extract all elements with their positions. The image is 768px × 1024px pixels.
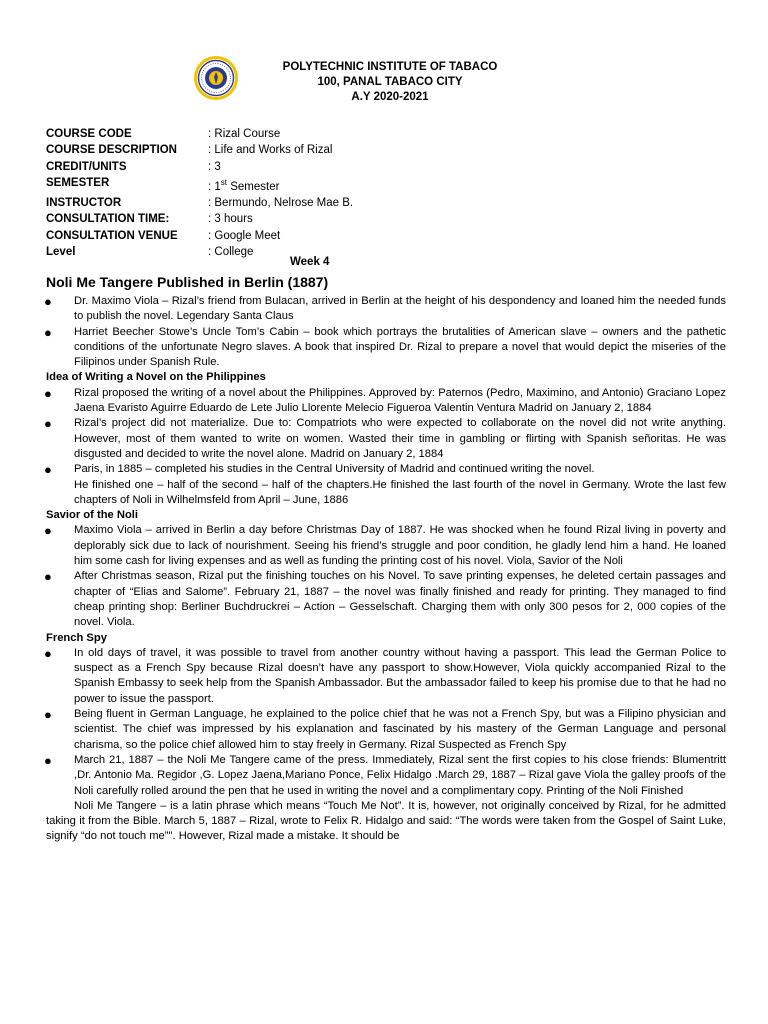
course-info-row [46,142,353,158]
list-item: ● Paris, in 1885 – completed his studies in the Central University of Madrid and continued writing the novel. [44,462,595,478]
list-item: ● Rizal proposed the writing of a novel about the Philippines. Approved by: Paternos (Pedro, Maximino, and Antonio) Graciano Lopez Jaena Evaristo Aguirre Eduardo de Lete Julio Llorente Melecio Figueroa Valentin Ventura Madrid on January 2, 1884 [44,385,726,415]
bullet-icon: ● [44,385,52,401]
list-item: ● Rizal’s project did not materialize. Due to: Compatriots who were expected to collaborate on the novel did not write anything. However, most of them wanted to write on women. Wasted their time in gambling or flirting with Spanish señoritas. He was disgusted and decided to write the novel alone. Madrid on January 2, 1884 [44,416,726,460]
bullet-icon: ● [44,324,52,340]
course-info-row [46,126,353,142]
course-info-value: : 3 hours [208,213,253,226]
course-info-table [46,126,353,260]
course-info-label: INSTRUCTOR [46,197,122,210]
lesson-body [46,294,726,845]
institution-name: POLYTECHNIC INSTITUTE OF TABACO [282,61,498,73]
lesson-title: Noli Me Tangere Published in Berlin (1887) [46,274,329,290]
list-item: ● Being fluent in German Language, he explained to the police chief that he was not a French Spy, but was a Filipino physician and scientist. The chief was impressed by his explanation and fascinated by his mastery of the German Language and personal charisma, so the police chief allowed him to stay freely in Germany. Rizal Suspected as French Spy [44,707,726,751]
course-info-label: CONSULTATION VENUE [46,229,178,242]
course-info-value: : 3 [208,160,221,173]
course-info-value: : Rizal Course [208,128,281,140]
course-info-label: CONSULTATION TIME: [46,213,170,226]
bullet-icon: ● [44,645,52,661]
bullet-icon: ● [44,462,52,478]
course-info-row [46,211,353,227]
list-item: ● In old days of travel, it was possible to travel from another country without having a passport. This lead the German Police to suspect as a French Spy because Rizal doesn’t have any passport to show.However, Viola quickly accompanied Rizal to the Spanish Embassy to seek help from the Spanish Ambassador. But the ambassador failed to keep his promise due to that he had no power to issue the passport. [44,645,726,705]
course-info-value: : 1st Semester [208,177,280,193]
section-heading: Savior of the Noli [46,509,138,522]
list-item: ● Harriet Beecher Stowe’s Uncle Tom’s Cabin – book which portrays the brutalities of American slave – owners and the pathetic conditions of the unfortunate Negro slaves. A book that inspired Dr. Rizal to prepare a novel that would depict the miseries of the Filipinos under Spanish Rule. [44,324,726,369]
bullet-icon: ● [44,416,52,432]
course-info-label: COURSE DESCRIPTION [46,144,177,157]
course-info-value: : College [208,245,254,258]
bullet-icon: ● [44,707,52,723]
academic-year: A.Y 2020-2021 [351,91,429,103]
document-header [260,60,520,105]
course-info-label: CREDIT/UNITS [46,160,127,173]
list-item: ● After Christmas season, Rizal put the finishing touches on his Novel. To save printing expenses, he deleted certain passages and chapter of “Elias and Salome”. February 21, 1887 – the novel was finally finished and ready for printing. They managed to find cheap printing shop: Berliner Buchdruckrei – Action – Gesselschaft. Charging them with only 300 pesos for 2, 000 copies of the novel. Viola. [44,569,726,629]
course-info-label: COURSE CODE [46,128,132,140]
course-info-row [46,175,353,195]
course-info-row [46,159,353,175]
course-info-row [46,228,353,244]
course-info-value: : Bermundo, Nelrose Mae B. [208,197,354,210]
bullet-icon: ● [44,294,52,309]
closing-paragraph: Noli Me Tangere – is a latin phrase which means “Touch Me Not”. It is, however, not originally conceived by Rizal, for he admitted taking it from the Bible. March 5, 1887 – Rizal, wrote to Felix R. Hidalgo and said: “The words were taken from the Gospel of Saint Luke, signify “do not touch me”". However, Rizal made a mistake. It should be [46,799,726,843]
course-info-value: : Google Meet [208,229,281,242]
continuation-paragraph: He finished one – half of the second – half of the chapters.He finished the last fourth of the novel in Germany. Wrote the last few chapters of Noli in Wilhelmsfeld from April – June, 1886 [74,478,726,506]
course-info-value: : Life and Works of Rizal [208,144,333,157]
course-info-row [46,195,353,211]
bullet-icon: ● [44,569,52,585]
bullet-icon: ● [44,523,52,539]
section-heading: French Spy [46,631,107,644]
list-item: ● Maximo Viola – arrived in Berlin a day before Christmas Day of 1887. He was shocked when he found Rizal living in poverty and deplorably sick due to lack of nourishment. Seeing his friend’s struggle and poor condition, he gladly lend him a hand. He loaned him some cash for living expenses and as well as funding the printing cost of his novel. Viola, Savior of the Noli [44,523,726,568]
bullet-icon: ● [44,752,52,768]
week-label: Week 4 [290,256,330,268]
course-info-label: Level [46,245,76,258]
list-item: ● March 21, 1887 – the Noli Me Tangere came of the press. Immediately, Rizal sent the first copies to his close friends: Blumentritt ,Dr. Antonio Ma. Regidor ,G. Lopez Jaena,Mariano Ponce, Felix Hidalgo .March 29, 1887 – Rizal gave Viola the galley proofs of the Noli carefully rolled around the pen that he used in writing the novel and a complimentary copy. Printing of the Noli Finished [44,752,726,797]
section-heading: Idea of Writing a Novel on the Philippines [46,371,266,384]
institution-address: 100, PANAL TABACO CITY [317,76,463,88]
institute-seal-logo [193,55,239,101]
list-item: ● Dr. Maximo Viola – Rizal’s friend from Bulacan, arrived in Berlin at the height of his despondency and loaned him the needed funds to publish the novel. Legendary Santa Claus [44,294,726,323]
course-info-label: SEMESTER [46,176,110,189]
